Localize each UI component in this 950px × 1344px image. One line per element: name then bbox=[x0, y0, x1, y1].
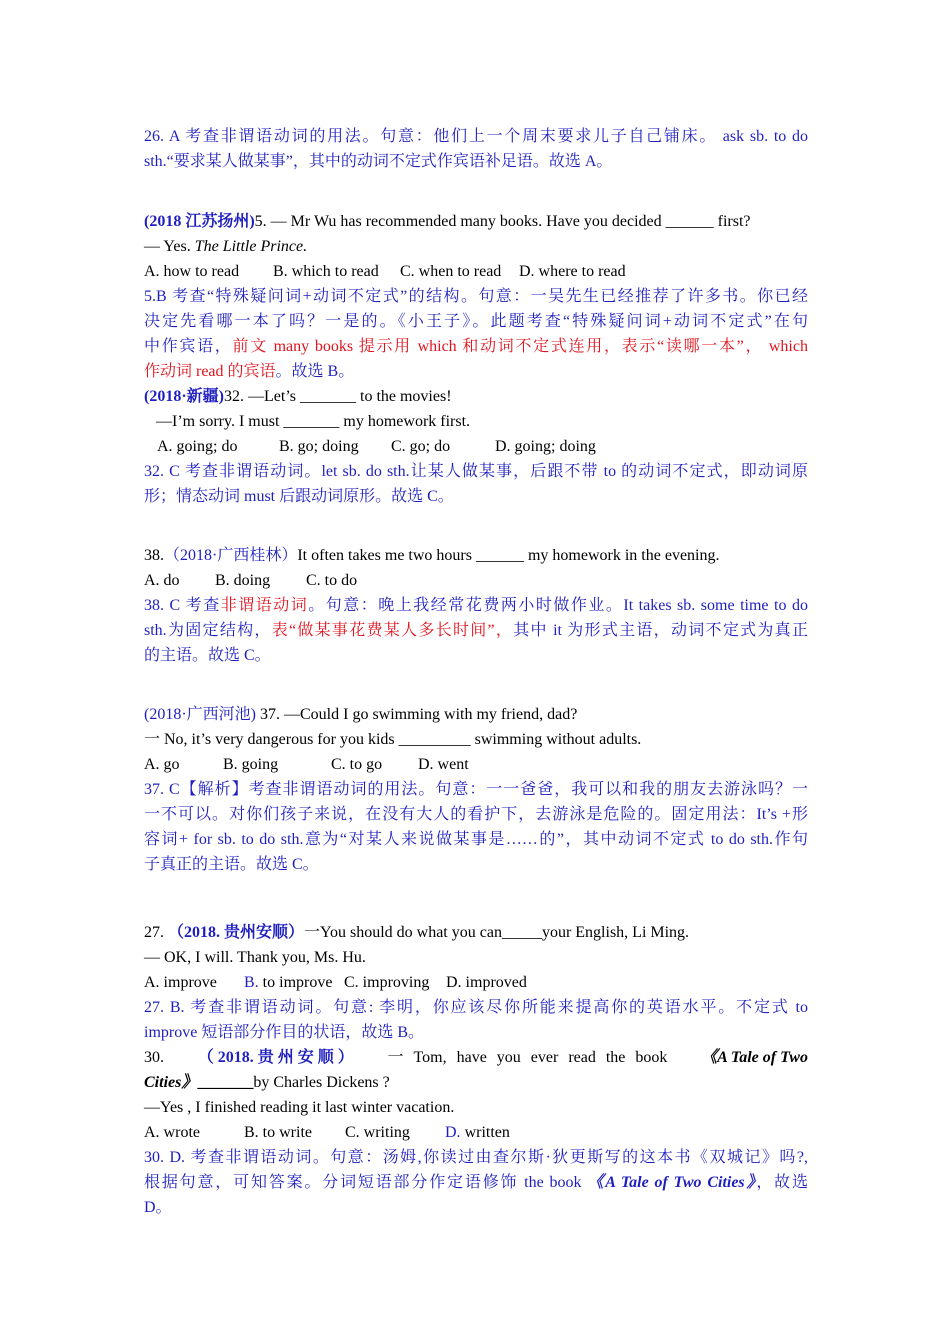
q5-answer-line3-b: 前文 many books 提示用 which 和动词不定式连用，表示“读哪一本”， which bbox=[232, 338, 808, 355]
q38-options bbox=[144, 568, 808, 593]
q32-source: (2018·新疆) bbox=[144, 388, 224, 405]
q5-answer-line4-a: 作动词 read 的宾语 bbox=[144, 363, 276, 380]
q37-answer-line3: 容词+ for sb. to do sth.意为“对某人来说做某事是……的”，其中动词不定式 to do sth.作句 bbox=[144, 831, 808, 848]
q37-source: (2018·广西河池) bbox=[144, 706, 256, 723]
q27-option-a: A. improve bbox=[144, 974, 217, 991]
q5-answer-line4-b: 。故选 B。 bbox=[275, 363, 355, 380]
q27-answer-line1: 27. B. 考查非谓语动词。句意: 李明，你应该尽你所能来提高你的英语水平。不定式 to bbox=[144, 999, 808, 1016]
q37-option-a: A. go bbox=[144, 756, 180, 773]
q32-option-c: C. go; do bbox=[391, 438, 451, 455]
q38-option-c: C. to do bbox=[306, 572, 358, 589]
q30-answer-book-title: 《A Tale of Two Cities》 bbox=[587, 1174, 757, 1191]
q30-option-d bbox=[445, 1120, 510, 1145]
q5-answer-line1: 5.B 考查“特殊疑问词+动词不定式”的结构。句意：一吴先生已经推荐了许多书。你已经 bbox=[144, 288, 808, 305]
q5-options bbox=[144, 259, 808, 284]
q30-option-d-letter: D. bbox=[445, 1124, 461, 1141]
q38-answer-line2-b: 表“做某事花费某人多长时间”， bbox=[271, 622, 514, 639]
q27-option-b-letter: B. bbox=[244, 974, 259, 991]
q38-option-a: A. do bbox=[144, 572, 180, 589]
q5-answer-line4 bbox=[144, 359, 808, 384]
q37-answer-line2: 一不可以。对你们孩子来说，在没有大人的看护下，去游泳是危险的。固定用法：It’s +形 bbox=[144, 806, 808, 823]
q32-stem-line2: —I’m sorry. I must _______ my homework first. bbox=[156, 413, 471, 430]
q27-stem-text: 一You should do what you can_____your English, Li Ming. bbox=[304, 924, 690, 941]
q30-blank: _______ bbox=[197, 1074, 254, 1091]
q32-stem-text: 32. —Let’s _______ to the movies! bbox=[224, 388, 452, 405]
q30-answer-line2 bbox=[144, 1170, 808, 1195]
q30-answer-line2-c: ，故选 bbox=[756, 1174, 808, 1191]
q5-stem-reply: — Yes. bbox=[144, 238, 195, 255]
q5-answer-line3-a: 中作宾语， bbox=[144, 338, 233, 355]
q37-stem-text: 37. —Could I go swimming with my friend, dad? bbox=[256, 706, 578, 723]
q37-option-d: D. went bbox=[418, 756, 469, 773]
q27-stem-line1 bbox=[144, 920, 808, 945]
q32-stem-line1 bbox=[144, 384, 808, 409]
q37-stem-line1 bbox=[144, 702, 808, 727]
q5-option-b: B. which to read bbox=[273, 263, 379, 280]
q30-stem-author: by Charles Dickens ? bbox=[253, 1074, 390, 1091]
q38-stem-line1 bbox=[144, 543, 808, 568]
q30-book-title-part2: Cities》 bbox=[144, 1074, 198, 1091]
q32-option-b: B. go; doing bbox=[279, 438, 359, 455]
q27-number: 27. bbox=[144, 924, 168, 941]
q5-answer-line2: 决定先看哪一本了吗？一是的。《小王子》。此题考查“特殊疑问词+动词不定式”在句 bbox=[144, 313, 808, 330]
q32-option-d: D. going; doing bbox=[495, 438, 596, 455]
q38-option-b: B. doing bbox=[215, 572, 271, 589]
q30-option-d-text: written bbox=[460, 1124, 510, 1141]
q30-stem-line2 bbox=[144, 1070, 808, 1095]
q30-option-a: A. wrote bbox=[144, 1124, 200, 1141]
q26-answer-line2: sth.“要求某人做某事”，其中的动词不定式作宾语补足语。故选 A。 bbox=[144, 153, 613, 170]
q30-stem-line3: —Yes , I finished reading it last winter vacation. bbox=[144, 1099, 455, 1116]
q30-answer-line1: 30. D. 考查非谓语动词。句意：汤姆,你读过由查尔斯·狄更斯写的这本书《双城记》吗?, bbox=[144, 1149, 808, 1166]
q5-stem-line1 bbox=[144, 209, 808, 234]
q27-stem-line2: — OK, I will. Thank you, Ms. Hu. bbox=[144, 949, 366, 966]
q30-option-c: C. writing bbox=[345, 1124, 410, 1141]
q27-option-b bbox=[244, 970, 344, 995]
q27-option-c: C. improving bbox=[344, 974, 430, 991]
q27-option-d: D. improved bbox=[446, 974, 527, 991]
q30-answer-line3: D。 bbox=[144, 1199, 172, 1216]
q5-stem-line2 bbox=[144, 234, 808, 259]
q37-option-c: C. to go bbox=[331, 756, 383, 773]
q32-answer-line2: 形；情态动词 must 后跟动词原形。故选 C。 bbox=[144, 488, 454, 505]
q37-options bbox=[144, 752, 808, 777]
q30-source: （ 2018. 贵 州 安 顺 ） bbox=[197, 1049, 354, 1066]
q5-option-c: C. when to read bbox=[400, 263, 502, 280]
q38-stem-text: It often takes me two hours ______ my homework in the evening. bbox=[297, 547, 720, 564]
q32-answer-line1: 32. C 考查非谓语动词。let sb. do sth.让某人做某事，后跟不带 to 的动词不定式，即动词原 bbox=[144, 463, 808, 480]
q38-answer-line2 bbox=[144, 618, 808, 643]
q30-stem-text: 一 Tom, have you ever read the book bbox=[387, 1049, 668, 1066]
q5-option-d: D. where to read bbox=[519, 263, 626, 280]
q38-answer-line1-b: 非谓语动词 bbox=[220, 597, 309, 614]
q37-answer-line1: 37. C【解析】考查非谓语动词的用法。句意：一一爸爸，我可以和我的朋友去游泳吗？一 bbox=[144, 781, 808, 798]
q38-answer-line1-c: 。句意：晚上我经常花费两小时做作业。It takes sb. some time to do bbox=[308, 597, 808, 614]
q37-stem-line2: 一 No, it’s very dangerous for you kids _________ swimming without adults. bbox=[144, 731, 642, 748]
q30-options bbox=[144, 1120, 808, 1145]
q5-option-a: A. how to read bbox=[144, 263, 240, 280]
q30-answer-line2-a: 根据句意，可知答案。分词短语部分作定语修饰 the book bbox=[144, 1174, 588, 1191]
q37-answer-line4: 子真正的主语。故选 C。 bbox=[144, 856, 319, 873]
q26-answer-line1: 26. A 考查非谓语动词的用法。句意：他们上一个周末要求儿子自己铺床。 ask sb. to do bbox=[144, 128, 808, 145]
q38-answer-line3: 的主语。故选 C。 bbox=[144, 647, 271, 664]
q5-answer-line3 bbox=[144, 334, 808, 359]
q38-answer-line1-a: 38. C 考查 bbox=[144, 597, 221, 614]
q27-option-b-text: to improve bbox=[258, 974, 333, 991]
q37-option-b: B. going bbox=[223, 756, 279, 773]
q38-answer-line2-c: 其中 it 为形式主语，动词不定式为真正 bbox=[513, 622, 808, 639]
q30-option-b: B. to write bbox=[244, 1124, 312, 1141]
q30-stem-line1 bbox=[144, 1045, 808, 1070]
q27-answer-line2: improve 短语部分作目的状语，故选 B。 bbox=[144, 1024, 424, 1041]
q5-stem-text: 5. — Mr Wu has recommended many books. Have you decided ______ first? bbox=[254, 213, 751, 230]
q38-answer-line2-a: sth.为固定结构， bbox=[144, 622, 272, 639]
q27-options bbox=[144, 970, 808, 995]
q27-source: （2018. 贵州安顺） bbox=[168, 924, 305, 941]
q38-source: （2018·广西桂林） bbox=[164, 547, 298, 564]
q5-stem-book: The Little Prince. bbox=[194, 238, 308, 255]
q32-options bbox=[157, 434, 821, 459]
q5-source: (2018 江苏扬州) bbox=[144, 213, 255, 230]
q38-answer-line1 bbox=[144, 593, 808, 618]
q38-number: 38. bbox=[144, 547, 164, 564]
q30-book-title-part1: 《A Tale of Two bbox=[701, 1049, 808, 1066]
q30-number: 30. bbox=[144, 1049, 164, 1066]
q32-option-a: A. going; do bbox=[157, 438, 238, 455]
